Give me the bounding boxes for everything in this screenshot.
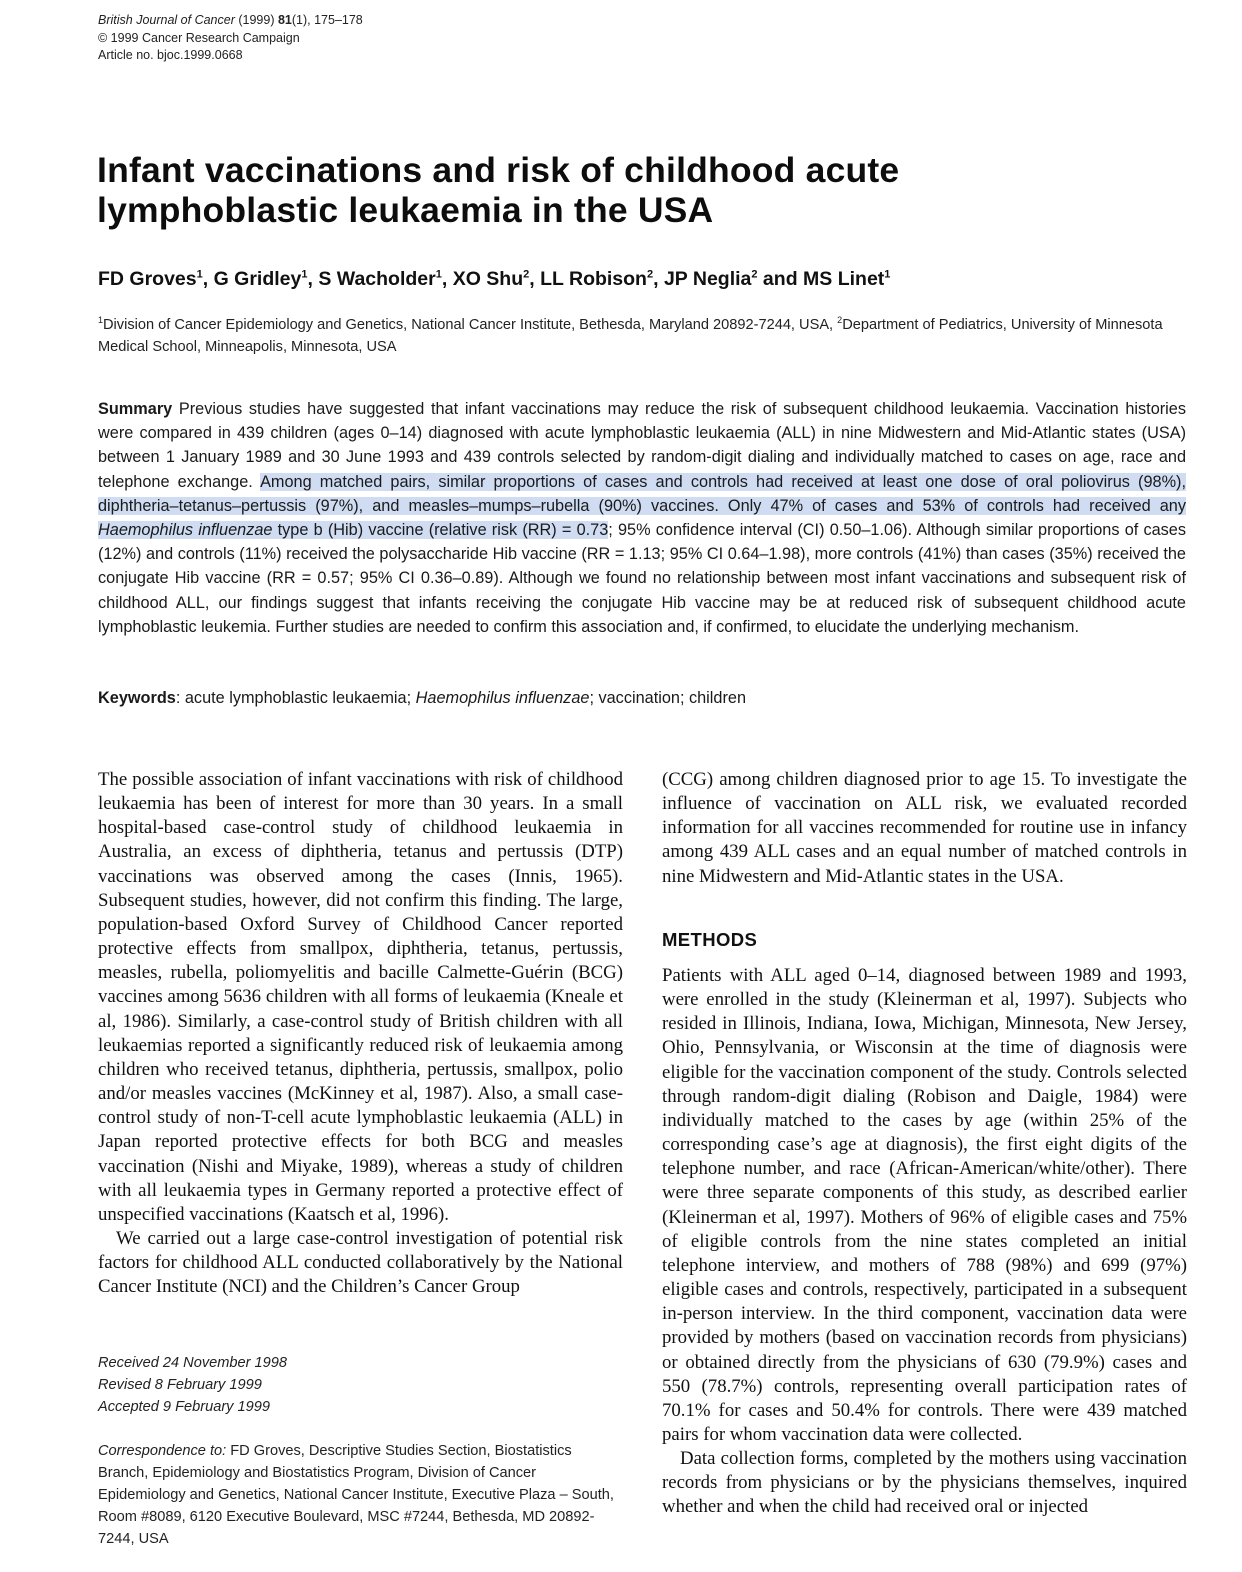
body-column-right (662, 768, 1187, 889)
keywords-text-1: : acute lymphoblastic leukaemia; (175, 689, 416, 707)
journal-header (98, 12, 363, 65)
article-title (97, 150, 1097, 230)
affiliation-marker-2: 2 (837, 315, 843, 325)
journal-volume: 81 (277, 13, 292, 27)
keywords-italic-term: Haemophilus influenzae (415, 689, 590, 707)
summary-abstract[interactable] (98, 397, 1186, 639)
highlight-italic-term: Haemophilus influenzae (98, 521, 273, 540)
author-list (98, 268, 890, 291)
body-column-left (98, 768, 623, 1299)
revised-date: Revised 8 February 1999 (98, 1377, 262, 1393)
author-separator: , (529, 268, 541, 290)
summary-text-2: ; 95% confidence interval (CI) 0.50–1.06). Although similar proportions of cases (12%) and controls (11%) received the polysaccharide Hib vaccine (RR = 1.13; 95% CI 0.64–1.98), more controls (41%) than cases (35%) received the conjugate Hib vaccine (RR = 0.57; 95% CI 0.36–0.89). Although we found no relationship between most infant vaccinations and subsequent risk of childhood ALL, our findings suggest that infants receiving the conjugate Hib vaccine may be at reduced risk of subsequent childhood acute lymphoblastic leukemia. Further studies are needed to confirm this association and, if confirmed, to elucidate the underlying mechanism. (98, 521, 1186, 636)
citation-year: (1999) (234, 13, 278, 27)
journal-citation (98, 12, 363, 30)
author-name: FD Groves (98, 268, 197, 290)
affiliations (98, 309, 1188, 358)
intro-paragraph-3: (CCG) among children diagnosed prior to age 15. To investigate the influence of vaccination on ALL risk, we evaluated recorded information for all vaccines recommended for routine use in infancy among 439 ALL cases and an equal number of matched controls in nine Midwestern and Mid-Atlantic states in the USA. (662, 769, 1187, 887)
methods-section (662, 964, 1187, 1520)
author-affiliation-marker: 1 (435, 268, 442, 281)
author-affiliation-marker: 1 (301, 268, 308, 281)
title-line-1: Infant vaccinations and risk of childhood acute (97, 150, 900, 190)
copyright-line: © 1999 Cancer Research Campaign (98, 30, 300, 45)
affiliation-1: Division of Cancer Epidemiology and Genetics, National Cancer Institute, Bethesda, Maryland 20892-7244, USA, (103, 316, 838, 333)
author-name: G Gridley (213, 268, 302, 290)
affiliation-marker-1: 1 (98, 315, 104, 325)
author-affiliation-marker: 1 (196, 268, 203, 281)
article-number: Article no. bjoc.1999.0668 (98, 48, 243, 62)
correspondence-text: FD Groves, Descriptive Studies Section, Biostatistics Branch, Epidemiology and Biostatistics Program, Division of Cancer Epidemiology and Genetics, National Cancer Institute, Executive Plaza – South, Room #8089, 6120 Executive Boulevard, MSC #7244, Bethesda, MD 20892-7244, USA (98, 1443, 614, 1547)
summary-label: Summary (98, 400, 173, 418)
correspondence (98, 1440, 623, 1550)
author-separator: , (441, 268, 453, 290)
journal-name: British Journal of Cancer (98, 13, 235, 27)
author-affiliation-marker: 2 (523, 268, 530, 281)
author-name: JP Neglia (663, 268, 752, 290)
author-affiliation-marker: 1 (884, 268, 891, 281)
summary-text-1: Previous studies have suggested that infant vaccinations may reduce the risk of subsequent childhood leukaemia. Vaccination histories were compared in 439 children (ages 0–14) diagnosed with acute lymphoblastic leukaemia (ALL) in nine Midwestern and Mid-Atlantic states (USA) between 1 January 1989 and 30 June 1993 and 439 controls selected by random-digit dialing and individually matched to cases on age, race and telephone exchange. (98, 400, 1186, 491)
author-name: S Wacholder (318, 268, 436, 290)
correspondence-label: Correspondence to: (98, 1443, 227, 1459)
author-name: XO Shu (452, 268, 524, 290)
accepted-date: Accepted 9 February 1999 (98, 1399, 270, 1415)
methods-heading: METHODS (662, 929, 758, 950)
author-affiliation-marker: 2 (646, 268, 654, 281)
author-name: MS Linet (803, 268, 885, 290)
author-separator: , (202, 268, 214, 290)
highlight-text-2: type b (Hib) vaccine (relative risk (RR) = 0.73 (272, 521, 609, 540)
received-date: Received 24 November 1998 (98, 1355, 288, 1371)
intro-paragraph-1: The possible association of infant vaccinations with risk of childhood leukaemia has been of interest for more than 30 years. In a small hospital-based case-control study of childhood leukaemia in Australia, an excess of diphtheria, tetanus and pertussis (DTP) vaccinations was observed among the cases (Innis, 1965). Subsequent studies, however, did not confirm this finding. The large, population-based Oxford Survey of Childhood Cancer reported protective effects from smallpox, diphtheria, tetanus, pertussis, measles, rubella, poliomyelitis and bacille Calmette-Guérin (BCG) vaccines among 5636 children with all forms of leukaemia (Kneale et al, 1986). Similarly, a case-control study of British children with all leukaemias reported a significantly reduced risk of leukaemia among children who received tetanus, diphtheria, pertussis, smallpox, polio and/or measles vaccines (McKinney et al, 1987). Also, a small case-control study of non-T-cell acute lymphoblastic leukaemia (ALL) in Japan reported protective effects for both BCG and measles vaccination (Nishi and Miyake, 1989), whereas a study of children with all leukaemia types in Germany reported a protective effect of unspecified vaccinations (Kaatsch et al, 1996). (98, 769, 623, 1225)
author-separator: and (757, 268, 804, 290)
keywords-label: Keywords (98, 689, 176, 707)
keywords-text-2: ; vaccination; children (589, 689, 747, 707)
author-separator: , (307, 268, 319, 290)
highlight-text-1: Among matched pairs, similar proportions of cases and controls had received at least one dose of oral poliovirus (98%), diphtheria–tetanus–pertussis (97%), and measles–mumps–rubella (90%) vaccines. Only 47% of cases and 53% of controls had received any (98, 472, 1186, 515)
author-separator: , (653, 268, 664, 290)
author-affiliation-marker: 2 (751, 268, 758, 281)
author-name: LL Robison (540, 268, 647, 290)
keywords (98, 686, 746, 710)
methods-paragraph-1: Patients with ALL aged 0–14, diagnosed between 1989 and 1993, were enrolled in the study (Kleinerman et al, 1997). Subjects who resided in Illinois, Indiana, Iowa, Michigan, Minnesota, New Jersey, Ohio, Pennsylvania, or Wisconsin at the time of diagnosis were eligible for the vaccination component of the study. Controls selected through random-digit dialing (Robison and Daigle, 1984) were individually matched to the cases by age (within 25% of the corresponding case’s age at diagnosis), the first eight digits of the telephone number, and race (African-American/white/other). There were three separate components of this study, as described earlier (Kleinerman et al, 1997). Mothers of 96% of eligible cases and 75% of eligible controls from the nine states completed an initial telephone interview, and mothers of 788 (98%) and 699 (97%) eligible cases and controls, respectively, participated in a subsequent in-person interview. In the third component, vaccination data were provided by mothers (based on vaccination records from physicians) or obtained directly from the physicians of 630 (79.9%) cases and 550 (78.7%) controls, representing overall participation rates of 70.1% for cases and 50.4% for controls. There were 439 matched pairs for whom vaccination data were collected. (662, 965, 1187, 1445)
submission-dates (98, 1352, 287, 1418)
affiliation-2: Department of Pediatrics, University of Minnesota Medical School, Minneapolis, Minnesota, USA (98, 316, 1163, 355)
methods-paragraph-2: Data collection forms, completed by the mothers using vaccination records from physicians or by the physicians themselves, inquired whether and when the child had received oral or injected (662, 1448, 1187, 1518)
citation-pages: (1), 175–178 (291, 13, 363, 27)
intro-paragraph-2: We carried out a large case-control investigation of potential risk factors for childhood ALL conducted collaboratively by the National Cancer Institute (NCI) and the Children’s Cancer Group (98, 1227, 623, 1298)
title-line-2: lymphoblastic leukaemia in the USA (97, 190, 714, 230)
